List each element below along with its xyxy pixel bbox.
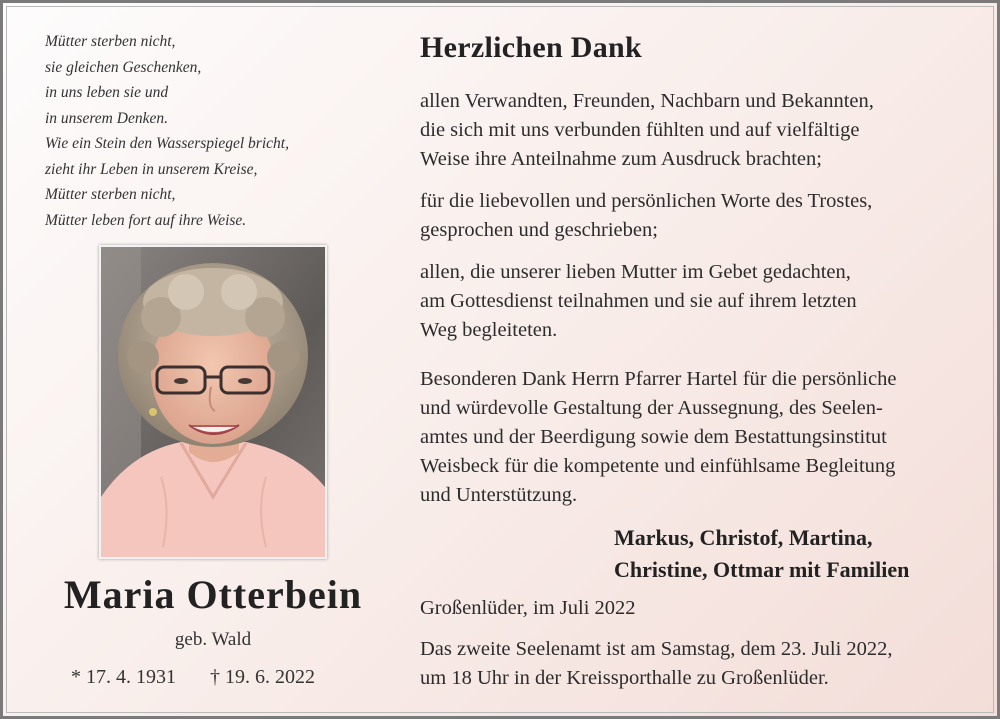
poem-line: Mütter sterben nicht, — [45, 186, 176, 203]
poem-line: in uns leben sie und — [45, 84, 169, 101]
deceased-name: Maria Otterbein — [63, 572, 363, 617]
poem-line: Mütter sterben nicht, — [45, 33, 176, 50]
text-line: amtes und der Beerdigung sowie dem Bestattungsinstitut — [420, 426, 887, 448]
text-line: und Unterstützung. — [420, 484, 578, 506]
life-dates — [71, 666, 315, 689]
maiden-name: geb. Wald — [174, 629, 252, 650]
place-date: Großenlüder, im Juli 2022 — [420, 597, 636, 619]
text-line: allen Verwandten, Freunden, Nachbarn und Bekannten, — [420, 90, 874, 112]
thanks-paragraph-prayer — [420, 258, 857, 345]
signers — [614, 522, 909, 586]
text-line: am Gottesdienst teilnahmen und sie auf ihrem letzten — [420, 290, 857, 312]
poem-line: Wie ein Stein den Wasserspiegel bricht, — [45, 135, 289, 152]
signer-line: Markus, Christof, Martina, — [614, 525, 873, 550]
text-line: und würdevolle Gestaltung der Aussegnung, des Seelen- — [420, 397, 883, 419]
thanks-heading: Herzlichen Dank — [420, 31, 642, 64]
text-line: Besonderen Dank Herrn Pfarrer Hartel für die persönliche — [420, 368, 897, 390]
death-date: † 19. 6. 2022 — [210, 666, 315, 688]
text-line: Weisbeck für die kompetente und einfühlsame Begleitung — [420, 455, 896, 477]
portrait-photo — [99, 245, 327, 559]
signer-line: Christine, Ottmar mit Familien — [614, 557, 910, 582]
poem — [45, 29, 395, 233]
text-line: Das zweite Seelenamt ist am Samstag, dem 23. Juli 2022, — [420, 638, 893, 660]
text-line: allen, die unserer lieben Mutter im Gebet gedachten, — [420, 261, 851, 283]
text-line: um 18 Uhr in der Kreissporthalle zu Großenlüder. — [420, 667, 829, 689]
portrait-illustration — [101, 247, 325, 557]
thanks-paragraph-relatives — [420, 87, 874, 174]
thanks-paragraph-special — [420, 365, 896, 510]
poem-line: Mütter leben fort auf ihre Weise. — [45, 211, 247, 229]
thanks-paragraph-words — [420, 187, 872, 245]
left-column — [3, 3, 398, 716]
text-line: gesprochen und geschrieben; — [420, 219, 658, 241]
poem-line: zieht ihr Leben in unserem Kreise, — [45, 160, 258, 178]
poem-line: sie gleichen Geschenken, — [45, 58, 202, 76]
text-line: die sich mit uns verbunden fühlten und auf vielfältige — [420, 119, 860, 141]
mass-notice — [420, 635, 893, 693]
text-line: Weise ihre Anteilnahme zum Ausdruck brachten; — [420, 148, 822, 170]
text-line: Weg begleiteten. — [420, 319, 558, 341]
text-line: für die liebevollen und persönlichen Worte des Trostes, — [420, 190, 873, 212]
poem-line: in unserem Denken. — [45, 109, 168, 127]
birth-date: * 17. 4. 1931 — [71, 666, 176, 688]
